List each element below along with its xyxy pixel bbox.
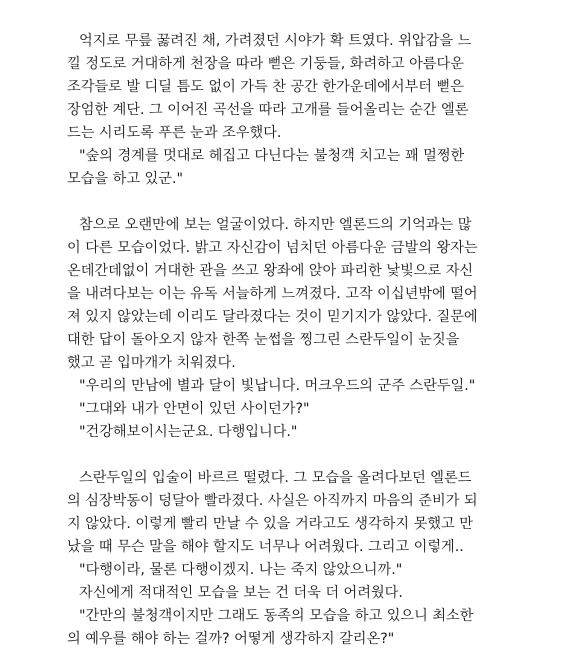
text-line: 억지로 무릎 꿇려진 채, 가려졌던 시야가 확 트였다. 위압감을 느 <box>79 33 472 49</box>
text-line: 스란두일의 입술이 바르르 떨렸다. 그 모습을 올려다보던 엘론드 <box>79 470 472 486</box>
text-line: 했고 곧 입마개가 치워졌다. <box>67 355 236 371</box>
dialogue-1 <box>67 145 522 191</box>
text-line: 을 내려다보는 이는 유독 서늘하게 느껴졌다. 고작 이십년밖에 떨어 <box>67 286 478 302</box>
text-line: 낄 정도로 거대하게 천장을 따라 뻗은 기둥들, 화려하고 아름다운 <box>67 56 464 72</box>
paragraph-4 <box>67 582 522 605</box>
dialogue-6 <box>67 605 522 651</box>
paragraph-gap <box>67 191 522 214</box>
paragraph-1 <box>67 30 522 145</box>
paragraph-3 <box>67 467 522 559</box>
text-line: "숲의 경계를 멋대로 헤집고 다닌다는 불청객 치고는 꽤 멀쩡한 <box>79 148 465 164</box>
text-line: "우리의 만남에 별과 달이 빛납니다. 머크우드의 군주 스란두일." <box>79 378 476 394</box>
dialogue-2 <box>67 375 522 398</box>
text-line: 지 않았다. 이렇게 빨리 만날 수 있을 거라고도 생각하지 못했고 만 <box>67 516 473 532</box>
text-line: 조각들로 발 디딜 틈도 없이 가득 찬 공간 한가운데에서부터 뻗은 <box>67 79 464 95</box>
text-line: 져 있지 않았는데 이리도 달라졌다는 것이 믿기지가 않았다. 질문에 <box>67 309 478 325</box>
text-line: 모습을 하고 있군." <box>67 171 183 187</box>
text-line: 자신에게 적대적인 모습을 보는 건 더욱 더 어려웠다. <box>79 585 403 601</box>
dialogue-3 <box>67 398 522 421</box>
text-line: 드는 시리도록 푸른 눈과 조우했다. <box>67 125 282 141</box>
text-line: "그대와 내가 안면이 있던 사이던가?" <box>79 401 310 417</box>
text-line: "다행이라, 물론 다행이겠지. 나는 죽지 않았으니까." <box>79 562 403 578</box>
text-line: 온데간데없이 거대한 관을 쓰고 왕좌에 앉아 파리한 낯빛으로 자신 <box>67 263 474 279</box>
text-line: 의 예우를 해야 하는 걸까? 어떻게 생각하지 갈리온?" <box>67 631 395 647</box>
paragraph-2 <box>67 214 522 375</box>
text-line: "건강해보이시는군요. 다행입니다." <box>79 424 298 440</box>
text-line: 났을 때 무슨 말을 해야 할지도 너무나 어려웠다. 그리고 이렇게.. <box>67 539 464 555</box>
dialogue-5 <box>67 559 522 582</box>
text-line: 참으로 오랜만에 보는 얼굴이었다. 하지만 엘론드의 기억과는 많 <box>79 217 472 233</box>
text-line: 의 심장박동이 덩달아 빨라졌다. 사실은 아직까지 마음의 준비가 되 <box>67 493 478 509</box>
story-text <box>67 0 522 651</box>
text-line: 대한 답이 돌아오지 않자 한쪽 눈썹을 찡그린 스란두일이 눈짓을 <box>67 332 460 348</box>
text-line: "간만의 불청객이지만 그래도 동족의 모습을 하고 있으니 최소한 <box>79 608 474 624</box>
dialogue-4 <box>67 421 522 444</box>
text-line: 장엄한 계단. 그 이어진 곡선을 따라 고개를 들어올리는 순간 엘론 <box>67 102 469 118</box>
paragraph-gap <box>67 444 522 467</box>
text-line: 이 다른 모습이었다. 밝고 자신감이 넘치던 아름다운 금발의 왕자는 <box>67 240 478 256</box>
